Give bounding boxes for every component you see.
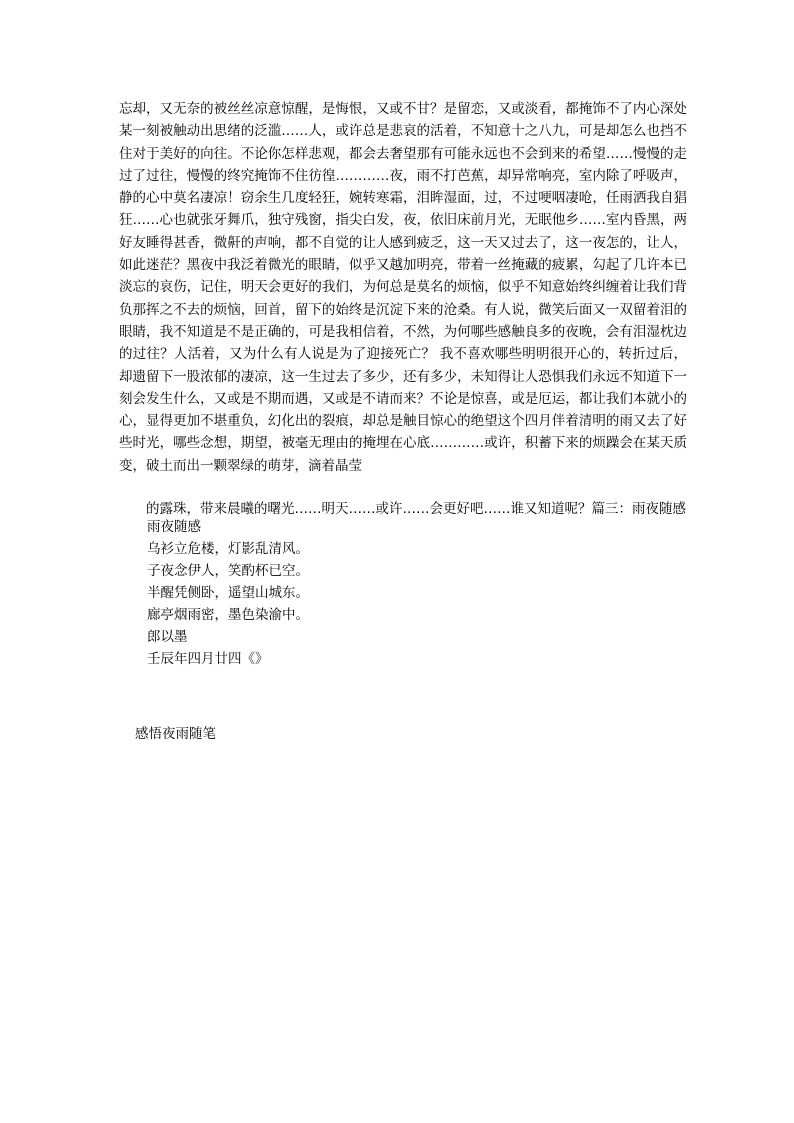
poem-line: 子夜念伊人，笑酌杯已空。 <box>147 563 309 579</box>
body-paragraph: 忘却，又无奈的被丝丝凉意惊醒，是悔恨，又或不甘？是留恋，又或淡看，都掩饰不了内心深处某一刻被触动出思绪的泛滥……人，或许总是悲哀的活着，不知意十之八九，可是却怎么也挡不住对于美好的向往。不论你怎样悲观，都会去奢望那有可能永远也不会到来的希望……慢慢的走过了过往，慢慢的终究掩饰不住彷徨…………夜，雨不打芭蕉，却异常响亮，室内除了呼吸声，静的心中莫名凄凉！窃余生几度轻狂，婉转寒霜，泪眸湿面，过，不过哽咽凄呛，任雨洒我自猖狂……心也就张牙舞爪，独守残窗，指尖白发，夜，依旧床前月光，无眠他乡……室内昏黑，两好友睡得甚香，微鼾的声响，都不自觉的让人感到疲乏，这一天又过去了，这一夜怎的，让人，如此迷茫？黑夜中我泛着微光的眼睛，似乎又越加明亮，带着一丝掩藏的疲累，勾起了几许本已淡忘的哀伤，记住，明天会更好的我们，为何总是莫名的烦恼，似乎不知意始终纠缠着让我们背负那挥之不去的烦恼，回首，留下的始终是沉淀下来的沧桑。有人说，微笑后面又一双留着泪的眼睛，我不知道是不是正确的，可是我相信着，不然，为何哪些感触良多的夜晚，会有泪湿枕边的过往？人活着，又为什么有人说是为了迎接死亡？ 我不喜欢哪些明明很开心的，转折过后，却遗留下一股浓郁的凄凉，这一生过去了多少，还有多少，未知得让人恐惧我们永远不知道下一刻会发生什么，又或是不期而遇，又或是不请而来？不论是惊喜，或是厄运，都让我们本就小的心，显得更加不堪重负，幻化出的裂痕，却总是触目惊心的绝望这个四月伴着清明的雨又去了好些时光，哪些念想，期望，被毫无理由的掩埋在心底…………或许，积蓄下来的烦躁会在某天质变，破土而出一颗翠绿的萌芽，滴着晶莹 <box>119 101 687 474</box>
poem <box>147 516 309 670</box>
body-paragraph-continued: 的露珠，带来晨曦的曙光……明天……或许……会更好吧……谁又知道呢？篇三：雨夜随感 <box>146 501 686 517</box>
poem-line: 廊亭烟雨密，墨色染渝中。 <box>147 607 309 623</box>
poem-date: 壬辰年四月廿四《》 <box>147 651 269 667</box>
poem-author: 郎以墨 <box>147 629 188 645</box>
poem-title: 雨夜随感 <box>147 519 201 535</box>
poem-line: 乌衫立危楼，灯影乱清风。 <box>147 541 309 557</box>
footer-title: 感悟夜雨随笔 <box>135 726 216 742</box>
poem-line: 半醒凭侧卧，遥望山城东。 <box>147 585 309 601</box>
